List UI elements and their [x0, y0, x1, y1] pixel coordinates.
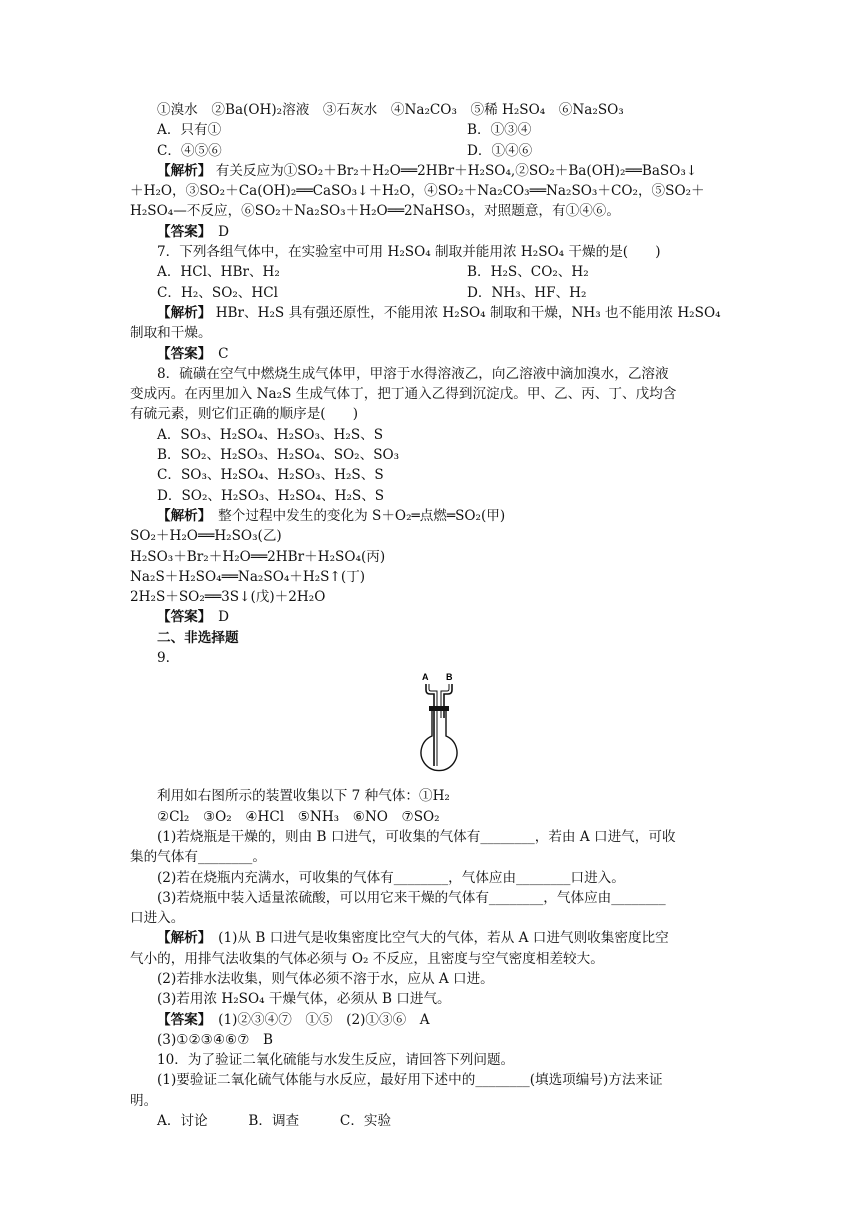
q6-choice-b: B．①③④: [467, 122, 532, 139]
q8-answer-tag: 【答案】: [157, 609, 205, 626]
q9-analysis-line-4: (3)若用浓 H₂SO₄ 干燥气体，必须从 B 口进气。: [157, 991, 451, 1008]
q6-choices-row-1: [130, 120, 735, 140]
q7-answer-tag: 【答案】: [157, 345, 205, 362]
q7-choices-row-2: [130, 283, 735, 303]
q9-part3-line-2: 口进入。: [130, 910, 185, 927]
q10-part1-line-1: (1)要验证二氧化硫气体能与水反应，最好用下述中的________(填选项编号)方法来证: [157, 1072, 663, 1089]
q9-stem-line-1: 利用如右图所示的装置收集以下 7 种气体：①H₂: [157, 788, 450, 805]
q7-analysis-text-1: HBr、H₂S 具有强还原性，不能用浓 H₂SO₄ 制取和干燥，NH₃ 也不能用浓 H₂SO₄: [211, 304, 721, 321]
q10-part1-line-2: 明。: [130, 1092, 158, 1109]
q8-equation-4: 2H₂S＋SO₂══3S↓(戊)＋2H₂O: [130, 589, 326, 606]
q10-stem: 10．为了验证二氧化硫能与水发生反应，请回答下列问题。: [157, 1052, 515, 1069]
q8-stem-line-3: 有硫元素，则它们正确的顺序是( ): [130, 406, 359, 423]
q7-analysis-tag: 【解析】: [157, 304, 212, 321]
document-page: [130, 100, 735, 1131]
q8-equation-1: SO₂＋H₂O══H₂SO₃(乙): [130, 528, 282, 545]
q9-part1-line-1: (1)若烧瓶是干燥的，则由 B 口进气，可收集的气体有________，若由 A 口进气，可收: [157, 828, 676, 845]
tube-a: [426, 684, 434, 766]
q6-answer: D: [204, 223, 230, 240]
q9-analysis-line-1: [130, 928, 735, 948]
stopper: [429, 706, 449, 711]
q7-stem: 7．下列各组气体中，在实验室中可用 H₂SO₄ 制取并能用浓 H₂SO₄ 干燥的是( ): [157, 244, 661, 261]
q6-analysis-line-2: ＋H₂O，③SO₂＋Ca(OH)₂══CaSO₃↓＋H₂O，④SO₂＋Na₂CO₃══Na₂SO₃＋CO₂，⑤SO₂＋: [130, 183, 705, 200]
q8-answer-line: [130, 607, 735, 627]
q9-stem-line-2: ②Cl₂ ③O₂ ④HCl ⑤NH₃ ⑥NO ⑦SO₂: [157, 808, 440, 825]
q7-analysis-line-2: 制取和干燥。: [130, 325, 212, 342]
q9-answer-1: (1)②③④⑦ ①⑤ (2)①③⑥ A: [204, 1011, 430, 1028]
q9-answer-line-2: (3)①②③④⑥⑦ B: [157, 1031, 273, 1048]
q7-choice-c: C．H₂、SO₂、HCl: [157, 284, 278, 301]
q8-analysis-tag: 【解析】: [157, 507, 205, 524]
q8-choice-b: B．SO₂、H₂SO₃、H₂SO₄、SO₂、SO₃: [157, 447, 400, 464]
q8-equation-3: Na₂S＋H₂SO₄══Na₂SO₄＋H₂S↑(丁): [130, 568, 366, 585]
q9-answer-tag: 【答案】: [157, 1011, 205, 1028]
q7-choice-a: A．HCl、HBr、H₂: [157, 264, 280, 281]
q6-choice-d: D．①④⑥: [467, 142, 533, 159]
q6-answer-line: [130, 222, 735, 242]
q8-equation-2: H₂SO₃＋Br₂＋H₂O══2HBr＋H₂SO₄(丙): [130, 548, 386, 565]
q7-choice-d: D．NH₃、HF、H₂: [467, 284, 587, 301]
q8-analysis-first: 整个过程中发生的变化为 S＋O₂═点燃═SO₂(甲): [204, 507, 506, 524]
q7-answer: C: [204, 345, 229, 362]
q6-analysis-text-1: 有关反应为①SO₂＋Br₂＋H₂O══2HBr＋H₂SO₄,②SO₂＋Ba(OH)₂══BaSO₃↓: [211, 162, 698, 179]
q6-choice-a: A．只有①: [157, 122, 222, 139]
tube-b: [444, 684, 452, 718]
tube-b-inner: [441, 684, 449, 718]
q7-choice-b: B．H₂S、CO₂、H₂: [467, 264, 589, 281]
q6-options-line: ①溴水 ②Ba(OH)₂溶液 ③石灰水 ④Na₂CO₃ ⑤稀 H₂SO₄ ⑥Na₂SO₃: [157, 102, 624, 118]
q8-analysis-line-1: [130, 506, 735, 526]
q9-analysis-tag: 【解析】: [157, 930, 205, 947]
q6-choice-c: C．④⑤⑥: [157, 142, 222, 159]
q9-analysis-line-2: 气小的，用排气法收集的气体必须与 O₂ 不反应，且密度与空气密度相差较大。: [130, 950, 604, 967]
q8-choice-a: A．SO₃、H₂SO₄、H₂SO₃、H₂S、S: [157, 426, 384, 443]
q9-number: 9.: [157, 650, 170, 667]
q7-answer-line: [130, 344, 735, 364]
q6-answer-tag: 【答案】: [157, 223, 205, 240]
q9-part3-line-1: (3)若烧瓶中装入适量浓硫酸，可以用它来干燥的气体有________，气体应由________: [157, 889, 666, 906]
q9-figure: [130, 668, 735, 786]
q9-part1-line-2: 集的气体有________。: [130, 849, 266, 866]
q6-analysis-tag: 【解析】: [157, 162, 212, 179]
tube-label-a: A: [422, 672, 429, 683]
q9-part2: (2)若在烧瓶内充满水，可收集的气体有________，气体应由________口进入。: [157, 869, 625, 886]
tube-label-b: B: [446, 672, 453, 683]
q8-choice-c: C．SO₃、H₂SO₄、H₂SO₃、H₂S、S: [157, 467, 384, 484]
q9-analysis-line-3: (2)若排水法收集，则气体必须不溶于水，应从 A 口进。: [157, 970, 494, 987]
section-heading: 二、非选择题: [157, 629, 239, 646]
q7-choices-row-1: [130, 262, 735, 282]
q6-analysis-line-1: [130, 161, 735, 181]
q9-analysis-text-1: (1)从 B 口进气是收集密度比空气大的气体，若从 A 口进气则收集密度比空: [204, 930, 669, 947]
q6-choices-row-2: [130, 141, 735, 161]
q7-analysis-line-1: [130, 303, 735, 323]
q9-answer-line-1: [130, 1010, 735, 1030]
q6-analysis-line-3: H₂SO₄—不反应，⑥SO₂＋Na₂SO₃＋H₂O══2NaHSO₃，对照题意，有①④⑥。: [130, 203, 620, 220]
q8-choice-d: D．SO₂、H₂SO₃、H₂SO₄、H₂S、S: [157, 487, 385, 504]
tube-a-inner: [429, 684, 437, 766]
q8-stem-line-2: 变成丙。在丙里加入 Na₂S 生成气体丁，把丁通入乙得到沉淀戊。甲、乙、丙、丁、戊均含: [130, 386, 677, 403]
flask-body: [421, 711, 457, 771]
q10-choices: A．讨论 B．调查 C．实验: [157, 1113, 392, 1130]
q8-answer: D: [204, 609, 230, 626]
q8-stem-line-1: 8．硫磺在空气中燃烧生成气体甲，甲溶于水得溶液乙，向乙溶液中滴加溴水，乙溶液: [157, 365, 669, 382]
flask-apparatus-diagram: [420, 670, 480, 782]
